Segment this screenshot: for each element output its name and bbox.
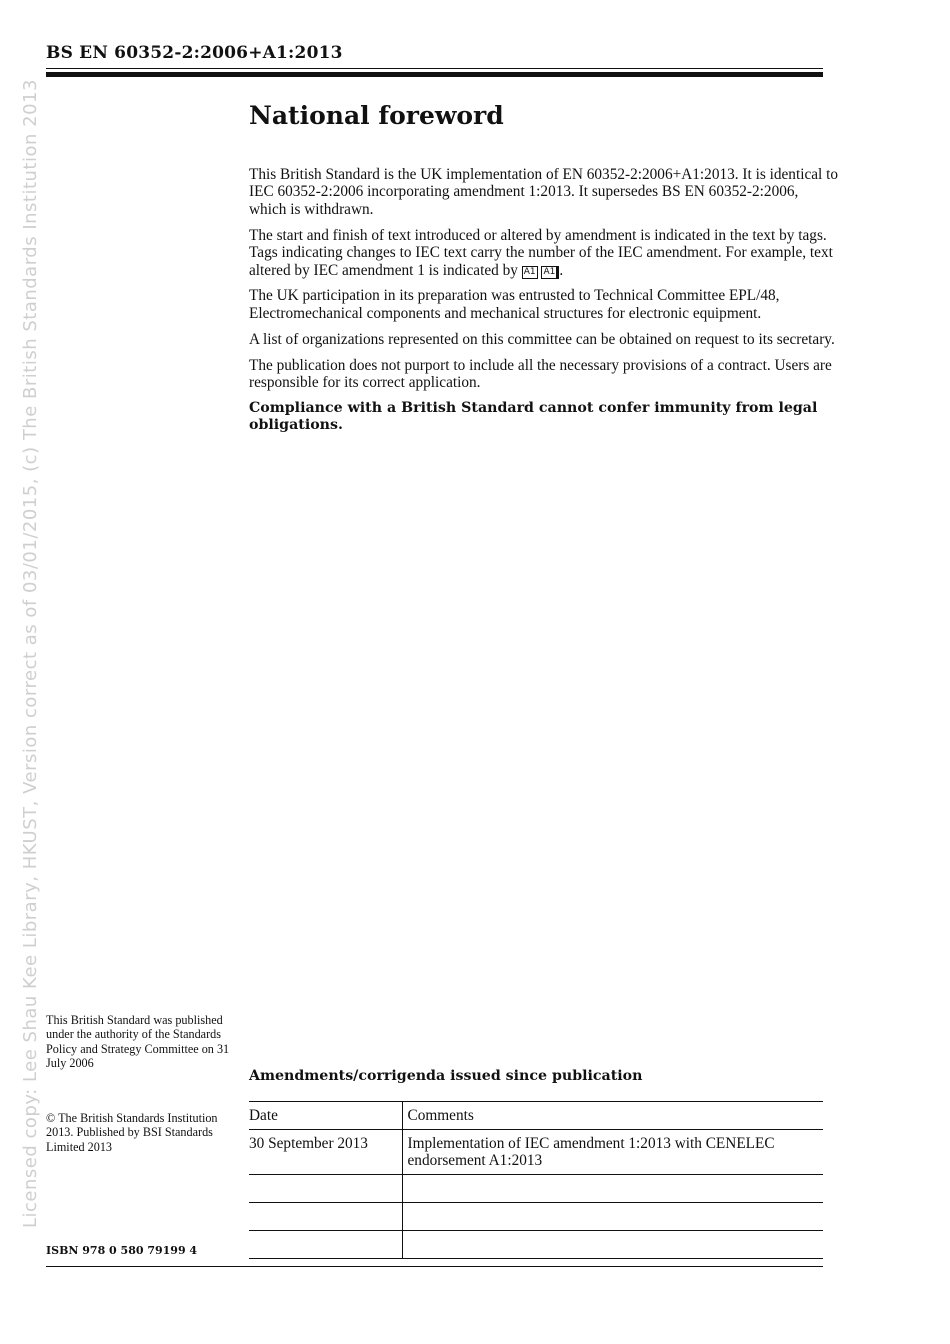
empty-cell (249, 1175, 402, 1203)
publication-note-text: This British Standard was published under the authority of the Standards Policy and Strategy Committee on 31 July 2006 (46, 1013, 230, 1070)
copyright-note (46, 1111, 231, 1154)
column-header-comments: Comments (402, 1102, 823, 1130)
empty-cell (402, 1175, 823, 1203)
amendments-table (249, 1101, 823, 1259)
isbn: ISBN 978 0 580 79199 4 (46, 1244, 198, 1257)
document-id: BS EN 60352-2:2006+A1:2013 (46, 43, 343, 63)
paragraph-organizations: A list of organizations represented on this committee can be obtained on request to its secretary. (249, 330, 835, 348)
paragraph-amendment-tags: The start and finish of text introduced or altered by amendment is indicated in the text by tags. Tags indicating changes to IEC text carry the number of the IEC amendment. For example, text altered by IEC amendment 1 is indicated by A1 A1 . (249, 226, 833, 279)
table-row-empty (249, 1175, 823, 1203)
page-title: National foreword (249, 101, 504, 130)
paragraph-implementation: This British Standard is the UK implementation of EN 60352-2:2006+A1:2013. It is identical to IEC 60352-2:2006 incorporating amendment 1:2013. It supersedes BS EN 60352-2:2006, which is withdrawn. (249, 166, 838, 218)
amendment-start-tag-icon: A1 (523, 266, 536, 277)
foreword-body (249, 166, 839, 443)
footer-rule (46, 1266, 823, 1267)
amendments-title: Amendments/corrigenda issued since publication (249, 1068, 643, 1084)
table-row (249, 1130, 823, 1175)
license-watermark: Licensed copy: Lee Shau Kee Library, HKUST, Version correct as of 03/01/2015, (c) The British Standards Institution 2013 (20, 79, 41, 1228)
column-header-date: Date (249, 1102, 402, 1130)
amendment-end-tag-icon: A1 (541, 266, 559, 279)
amendment-date: 30 September 2013 (249, 1130, 402, 1175)
paragraph-committee: The UK participation in its preparation was entrusted to Technical Committee EPL/48, Electromechanical components and mechanical structures for electronic equipment. (249, 287, 780, 322)
copyright-text: © The British Standards Institution 2013. Published by BSI Standards Limited 2013 (46, 1111, 218, 1154)
paragraph-amendment-tags-text: The start and finish of text introduced or altered by amendment is indicated in the text by tags. Tags indicating changes to IEC text carry the number of the IEC amendment. For example, text altered by IEC amendment 1 is indicated by (249, 226, 833, 279)
table-row-empty (249, 1231, 823, 1259)
empty-cell (402, 1231, 823, 1259)
empty-cell (249, 1203, 402, 1231)
table-row-empty (249, 1203, 823, 1231)
header-rule-thin (46, 68, 823, 69)
header-rule-thick (46, 72, 823, 77)
amendment-comment: Implementation of IEC amendment 1:2013 with CENELEC endorsement A1:2013 (402, 1130, 823, 1175)
empty-cell (402, 1203, 823, 1231)
table-header-row (249, 1102, 823, 1130)
empty-cell (249, 1231, 402, 1259)
compliance-statement: Compliance with a British Standard cannot confer immunity from legal obligations. (249, 399, 818, 434)
paragraph-provisions: The publication does not purport to include all the necessary provisions of a contract. Users are responsible for its correct application. (249, 356, 832, 392)
publication-note (46, 1013, 231, 1070)
